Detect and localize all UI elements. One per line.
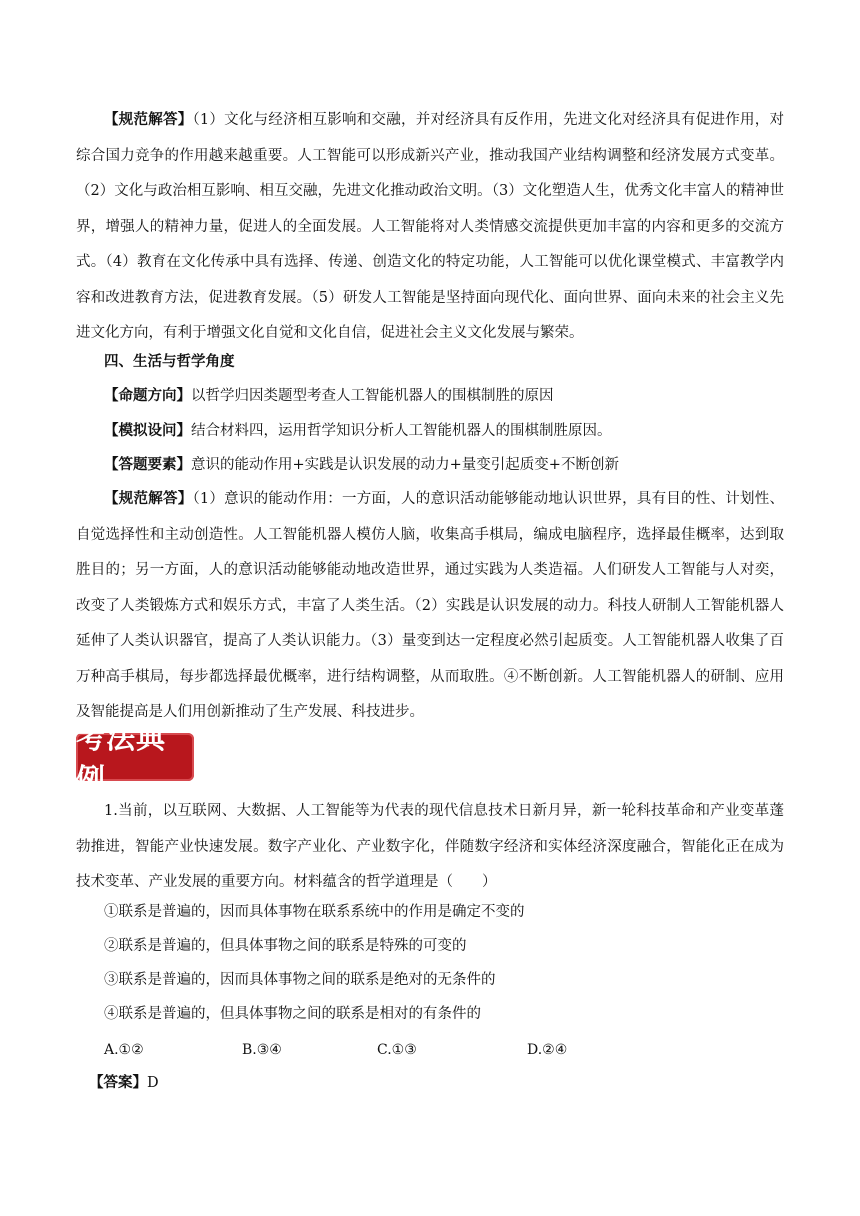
points-label: 【答题要素】 [104, 456, 191, 473]
answer-text: （1）意识的能动作用：一方面，人的意识活动能够能动地认识世界，具有目的性、计划性、自觉选择性和主动创造性。人工智能机器人模仿人脑，收集高手棋局，编成电脑程序，选择最佳概率，达到取胜目的；另一方面，人的意识活动能够能动地改造世界，通过实践为人类造福。人们研发人工智能与人对奕，改变了人类锻炼方式和娱乐方式，丰富了人类生活。（2）实践是认识发展的动力。科技人研制人工智能机器人延伸了人类认识器官，提高了人类认识能力。（3）量变到达一定程度必然引起质变。人工智能机器人收集了百万种高手棋局，每步都选择最优概率，进行结构调整，从而取胜。④不断创新。人工智能机器人的研制、应用及智能提高是人们用创新推动了生产发展、科技进步。 [76, 491, 784, 720]
points-text: 意识的能动作用+实践是认识发展的动力+量变引起质变+不断创新 [191, 457, 619, 473]
answer-text: （1）文化与经济相互影响和交融，并对经济具有反作用，先进文化对经济具有促进作用，对综合国力竞争的作用越来越重要。人工智能可以形成新兴产业，推动我国产业结构调整和经济发展方式变革。（2）文化与政治相互影响、相互交融，先进文化推动政治文明。（3）文化塑造人生，优秀文化丰富人的精神世界，增强人的精神力量，促进人的全面发展。人工智能将对人类情感交流提供更加丰富的内容和更多的交流方式。（4）教育在文化传承中具有选择、传递、创造文化的特定功能，人工智能可以优化课堂模式、丰富教学内容和改进教育方法，促进教育发展。（5）研发人工智能是坚持面向现代化、面向世界、面向未来的社会主义先进文化方向，有利于增强文化自觉和文化自信，促进社会主义文化发展与繁荣。 [76, 112, 784, 341]
statement-item: ①联系是普遍的，因而具体事物在联系系统中的作用是确定不变的 [104, 904, 525, 920]
question-label: 【模拟设问】 [104, 422, 191, 439]
answer-label: 【答案】 [89, 1074, 147, 1091]
statement-item: ④联系是普遍的，但具体事物之间的联系是相对的有条件的 [104, 1006, 481, 1022]
answer-label: 【规范解答】 [104, 111, 193, 128]
answer-value: D [147, 1075, 159, 1091]
direction-line [104, 386, 554, 406]
statement-item: ③联系是普遍的，因而具体事物之间的联系是绝对的无条件的 [104, 972, 496, 988]
example-stem: 1.当前，以互联网、大数据、人工智能等为代表的现代信息技术日新月异，新一轮科技革命和产业变革蓬勃推进，智能产业快速发展。数字产业化、产业数字化，伴随数字经济和实体经济深度融合，智能化正在成为技术变革、产业发展的重要方向。材料蕴含的哲学道理是（ ） [76, 803, 784, 890]
option-d: D.②④ [527, 1042, 568, 1058]
answer-line [89, 1073, 159, 1093]
section3-answer-paragraph [76, 102, 784, 352]
option-b: B.③④ [242, 1042, 282, 1058]
example-section-badge [76, 721, 194, 796]
direction-text: 以哲学归因类题型考查人工智能机器人的围棋制胜的原因 [191, 388, 554, 404]
section4-answer-paragraph [76, 481, 784, 731]
option-c: C.①③ [377, 1042, 417, 1058]
answer-label: 【规范解答】 [104, 490, 193, 507]
option-a: A.①② [104, 1042, 144, 1058]
points-line [104, 455, 619, 475]
badge-text: 考法典例 [76, 721, 167, 796]
section4-heading: 四、生活与哲学角度 [104, 353, 235, 370]
direction-label: 【命题方向】 [104, 387, 191, 404]
question-line [104, 421, 612, 441]
question-text: 结合材料四，运用哲学知识分析人工智能机器人的围棋制胜原因。 [191, 423, 612, 439]
statement-item: ②联系是普遍的，但具体事物之间的联系是特殊的可变的 [104, 938, 467, 954]
